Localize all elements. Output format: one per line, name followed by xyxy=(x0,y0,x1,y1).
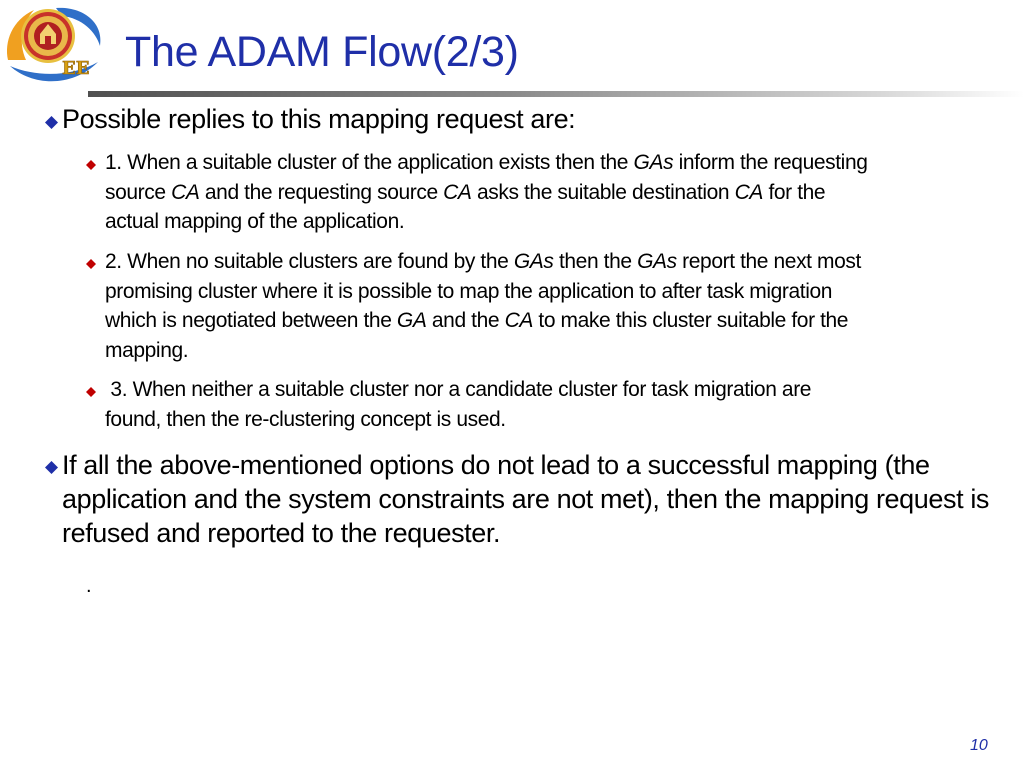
logo-ee-mark: EE xyxy=(62,58,90,79)
sub-bullet-line xyxy=(105,277,1005,307)
trailing-mark: . xyxy=(86,575,92,597)
bullet-text: If all the above-mentioned options do not lead to a successful mapping (the application and the system constraints are not met), then the mapping request is refused and reported to the requester. xyxy=(62,450,990,548)
sub-bullet-line xyxy=(105,148,1005,178)
text-run: promising cluster where it is possible to map the application to after task migration xyxy=(105,279,833,303)
diamond-sub-bullet-icon xyxy=(86,160,96,170)
text-run: inform the requesting xyxy=(673,151,868,174)
text-run: asks the suitable destination xyxy=(471,180,735,204)
italic-term: GA xyxy=(396,309,427,332)
text-run: which is negotiated between the xyxy=(105,309,397,332)
text-run: 2. When no suitable clusters are found by the xyxy=(105,250,514,273)
diamond-bullet-icon xyxy=(45,116,58,129)
italic-term: GAs xyxy=(637,250,677,273)
sub-bullet-line xyxy=(105,405,1005,435)
sub-bullet-text xyxy=(105,247,1005,365)
text-run: 1. When a suitable cluster of the application exists then the xyxy=(105,151,634,174)
diamond-sub-bullet-icon xyxy=(86,259,96,269)
text-run: 3. When neither a suitable cluster nor a candidate cluster for task migration are xyxy=(105,378,812,401)
text-run: and the xyxy=(426,309,505,332)
slide-title: The ADAM Flow(2/3) xyxy=(125,28,519,76)
sub-bullet-line xyxy=(105,247,1005,277)
italic-term: CA xyxy=(171,180,200,204)
text-run: actual mapping of the application. xyxy=(105,210,405,233)
text-run: and the requesting source xyxy=(199,180,444,204)
page-number: 10 xyxy=(970,737,988,754)
italic-term: CA xyxy=(443,180,472,204)
diamond-bullet-icon xyxy=(45,461,58,474)
italic-term: CA xyxy=(734,180,764,204)
italic-term: GAs xyxy=(633,151,674,174)
sub-bullet-line xyxy=(105,336,1005,366)
sub-bullet-text xyxy=(105,148,1005,237)
text-run: source xyxy=(105,180,172,204)
sub-bullet-line xyxy=(105,306,1005,336)
sub-bullet-text xyxy=(105,375,1005,434)
text-run: report the next most xyxy=(676,250,861,273)
text-run: found, then the re-clustering concept is used. xyxy=(105,407,506,431)
diamond-sub-bullet-icon xyxy=(86,387,96,397)
university-seal-logo xyxy=(2,2,104,88)
sub-bullet-line xyxy=(105,207,1005,237)
text-run: mapping. xyxy=(105,338,189,362)
sub-bullet-line xyxy=(105,375,1005,405)
text-run: to make this cluster suitable for the xyxy=(532,309,849,332)
sub-bullet-line xyxy=(105,178,1005,208)
text-run: then the xyxy=(553,250,638,273)
italic-term: CA xyxy=(504,309,533,332)
text-run: for the xyxy=(763,180,826,204)
title-divider xyxy=(88,91,1024,97)
italic-term: GAs xyxy=(513,250,554,273)
bullet-text: Possible replies to this mapping request are: xyxy=(62,104,576,134)
